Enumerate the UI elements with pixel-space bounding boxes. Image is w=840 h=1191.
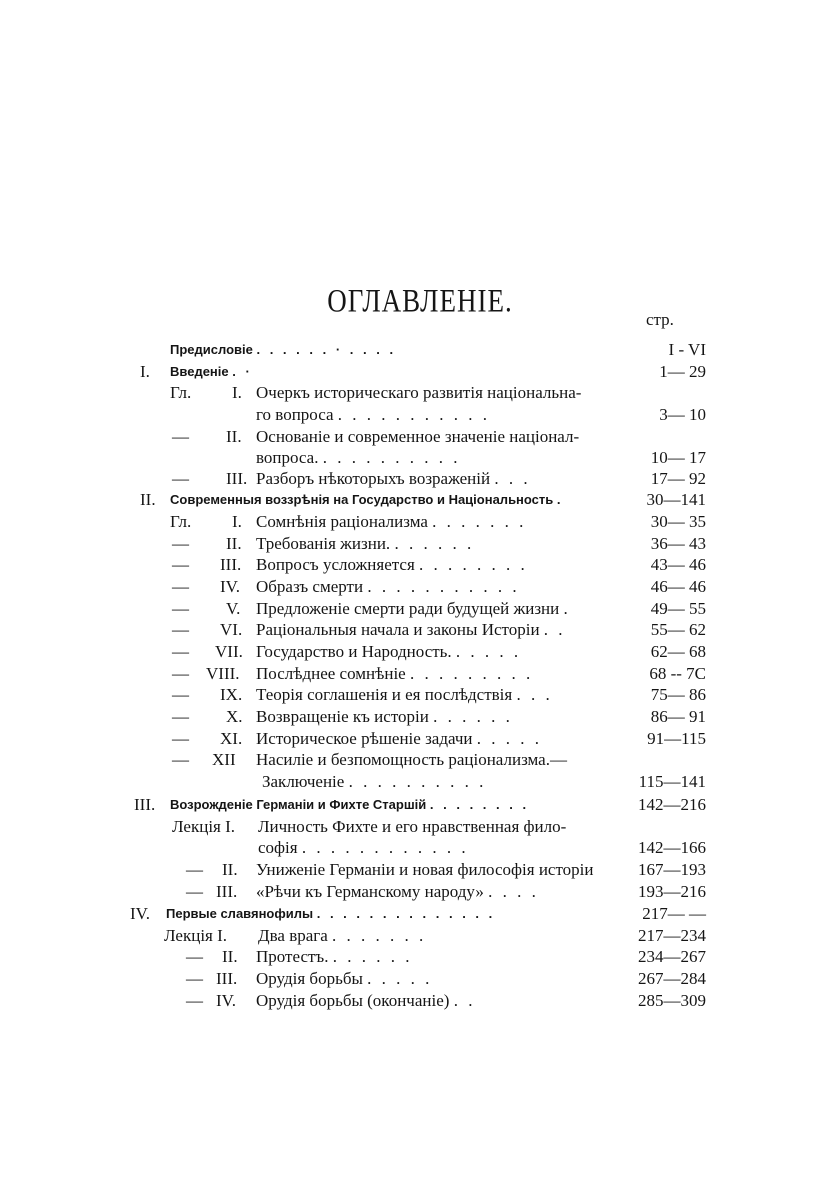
toc-entry xyxy=(0,881,840,903)
dot-leader: . . . . . . xyxy=(332,947,413,966)
chapter-number: VII. xyxy=(215,642,243,661)
entry-title-group xyxy=(256,404,622,426)
dot-leader: . . . xyxy=(494,469,531,488)
chapter-marker: — xyxy=(172,707,189,726)
page-range: 75— 86 xyxy=(650,685,706,704)
page-range: 10— 17 xyxy=(650,448,706,467)
entry-title: Теорія соглашенія и ея послѣдствія xyxy=(256,685,513,704)
page-range: 115—141 xyxy=(638,772,706,791)
chapter-number: XII xyxy=(212,750,236,769)
toc-entry xyxy=(0,990,840,1012)
toc-entry xyxy=(0,925,840,947)
dot-leader: . . . . . xyxy=(455,642,522,661)
entry-title-group xyxy=(170,794,622,816)
entry-title-group xyxy=(256,749,622,771)
entry-title-group xyxy=(256,706,622,728)
chapter-marker: — xyxy=(172,534,189,553)
entry-title: Раціональныя начала и законы Исторіи xyxy=(256,620,540,639)
entry-title: Униженіе Германіи и новая философія исторіи xyxy=(256,860,594,879)
entry-title: Протестъ. xyxy=(256,947,329,966)
entry-title-group xyxy=(166,903,622,925)
toc-entry xyxy=(0,771,840,793)
dot-leader: . . . . . . . xyxy=(332,926,427,945)
chapter-number: XI. xyxy=(220,729,243,748)
entry-title-group xyxy=(170,489,622,511)
page-range: 267—284 xyxy=(638,969,706,988)
dot-leader: . . xyxy=(453,991,476,1010)
toc-entry xyxy=(0,361,840,383)
entry-title: Орудія борьбы (окончаніе) xyxy=(256,991,450,1010)
dot-leader: . . . . . . . . . . . . xyxy=(301,838,469,857)
chapter-number: III. xyxy=(216,969,238,988)
chapter-marker: — xyxy=(172,729,189,748)
page-range: 3— 10 xyxy=(659,405,706,424)
dot-leader: . . . . . . . . . . xyxy=(348,772,487,791)
entry-title: Насиліе и безпомощность раціонализма.— xyxy=(256,750,567,769)
chapter-marker: — xyxy=(172,427,189,446)
toc-entry xyxy=(0,903,840,925)
dot-leader: . . . . . . . xyxy=(432,512,527,531)
toc-entry xyxy=(0,576,840,598)
entry-title-group xyxy=(170,361,622,383)
page-range: 91—115 xyxy=(647,729,706,748)
chapter-marker: — xyxy=(186,991,203,1010)
dot-leader: . . . . . . xyxy=(394,534,475,553)
page-range: 46— 46 xyxy=(650,577,706,596)
entry-title-group xyxy=(256,382,622,404)
chapter-marker: — xyxy=(172,664,189,683)
entry-title-group xyxy=(256,554,622,576)
page-range: 43— 46 xyxy=(650,555,706,574)
entry-title-group xyxy=(256,946,622,968)
chapter-number: V. xyxy=(226,599,241,618)
entry-title: Государство и Народность. xyxy=(256,642,452,661)
entry-title: Предложеніе смерти ради будущей жизни xyxy=(256,599,560,618)
chapter-marker: Лекція I. xyxy=(172,817,236,836)
toc-entry xyxy=(0,426,840,448)
entry-title-group xyxy=(256,663,622,685)
toc-entry xyxy=(0,859,840,881)
toc-entry xyxy=(0,684,840,706)
chapter-number: IV. xyxy=(216,991,236,1010)
toc-entry xyxy=(0,404,840,426)
dot-leader: . . . . . . . . xyxy=(419,555,528,574)
page-range: 68 -- 7C xyxy=(649,664,706,683)
chapter-number: III. xyxy=(226,469,248,488)
page-range: 167—193 xyxy=(638,860,706,879)
chapter-number: II. xyxy=(226,427,242,446)
page-range: I - VI xyxy=(668,340,706,359)
toc-entry xyxy=(0,489,840,511)
page-range: 142—216 xyxy=(638,795,706,814)
chapter-number: III. xyxy=(220,555,242,574)
chapter-number: VI. xyxy=(220,620,243,639)
dot-leader: . . . . xyxy=(488,882,539,901)
toc-entry xyxy=(0,794,840,816)
section-number: III. xyxy=(134,795,156,814)
toc-entry xyxy=(0,554,840,576)
page-range: 62— 68 xyxy=(650,642,706,661)
toc-entry xyxy=(0,619,840,641)
chapter-number: VIII. xyxy=(206,664,240,683)
entry-title: Два врага xyxy=(258,926,328,945)
chapter-number: II. xyxy=(226,534,242,553)
entry-title: «Рѣчи къ Германскому народу» xyxy=(256,882,484,901)
dot-leader: . · xyxy=(232,364,253,379)
entry-title-group xyxy=(258,925,622,947)
dot-leader: . . xyxy=(543,620,566,639)
toc-entry xyxy=(0,447,840,469)
entry-title-group xyxy=(256,619,622,641)
chapter-number: IV. xyxy=(220,577,240,596)
toc-entry xyxy=(0,663,840,685)
entry-title: Образъ смерти xyxy=(256,577,364,596)
entry-title-group xyxy=(256,968,622,990)
entry-title: Предисловіе xyxy=(170,342,253,357)
dot-leader: . . . . . . . . . . . xyxy=(367,577,520,596)
toc-entry xyxy=(0,382,840,404)
dot-leader: . . . xyxy=(516,685,553,704)
chapter-number: II. xyxy=(222,947,238,966)
page-range: 30— 35 xyxy=(650,512,706,531)
page-range: 49— 55 xyxy=(650,599,706,618)
dot-leader: . . . . . . xyxy=(433,707,513,726)
entry-title: Личность Фихте и его нравственная фило- xyxy=(258,817,567,836)
entry-title-group xyxy=(256,728,622,750)
chapter-marker: — xyxy=(172,685,189,704)
chapter-marker: — xyxy=(172,555,189,574)
entry-title-group xyxy=(256,990,622,1012)
chapter-marker: — xyxy=(186,860,203,879)
toc-entry xyxy=(0,598,840,620)
entry-title-group xyxy=(256,859,622,881)
toc-entry xyxy=(0,641,840,663)
dot-leader: . . . . . xyxy=(476,729,542,748)
entry-title-group xyxy=(256,598,622,620)
chapter-number: X. xyxy=(226,707,243,726)
entry-title: Введеніе xyxy=(170,364,229,379)
entry-title: софія xyxy=(258,838,298,857)
chapter-number: IX. xyxy=(220,685,243,704)
chapter-marker: — xyxy=(172,642,189,661)
chapter-marker: Гл. xyxy=(170,383,192,402)
page-range: 142—166 xyxy=(638,838,706,857)
entry-title: Первые славянофилы xyxy=(166,906,314,921)
chapter-marker: — xyxy=(172,599,189,618)
dot-leader: . . . . . . . . . xyxy=(409,664,534,683)
entry-title: вопроса. xyxy=(256,448,319,467)
entry-title-group xyxy=(258,837,622,859)
dot-leader: . . . . . . . . xyxy=(429,797,530,812)
page-title: ОГЛАВЛЕНІЕ. xyxy=(327,282,513,319)
page-range: 30—141 xyxy=(646,490,706,509)
entry-title-group xyxy=(256,881,622,903)
section-number: I. xyxy=(140,362,150,381)
dot-leader: . . . . . . · . . . . xyxy=(256,342,397,357)
toc-entry xyxy=(0,533,840,555)
dot-leader: . . . . . . . . . . xyxy=(322,448,461,467)
entry-title-group xyxy=(256,576,622,598)
entry-title-group xyxy=(256,511,622,533)
page-range: 1— 29 xyxy=(659,362,706,381)
chapter-number: II. xyxy=(222,860,238,879)
entry-title-group xyxy=(256,468,622,490)
entry-title: Основаніе и современное значеніе націонал- xyxy=(256,427,580,446)
chapter-marker: — xyxy=(186,947,203,966)
page-range: 17— 92 xyxy=(650,469,706,488)
toc-entry xyxy=(0,837,840,859)
chapter-number: III. xyxy=(216,882,238,901)
dot-leader: . . . . . xyxy=(367,969,433,988)
chapter-marker: Гл. xyxy=(170,512,192,531)
entry-title: Сомнѣнія раціонализма xyxy=(256,512,428,531)
chapter-number: I. xyxy=(232,512,242,531)
toc-entry xyxy=(0,339,840,361)
chapter-marker: — xyxy=(172,469,189,488)
page-range: 86— 91 xyxy=(650,707,706,726)
entry-title: Вопросъ усложняется xyxy=(256,555,415,574)
entry-title: Разборъ нѣкоторыхъ возраженій xyxy=(256,469,491,488)
entry-title: Историческое рѣшеніе задачи xyxy=(256,729,473,748)
entry-title: Возрожденіе Германіи и Фихте Старшій xyxy=(170,797,427,812)
dot-leader: . . . . . . . . . . . xyxy=(337,405,491,424)
entry-title: Возвращеніе къ исторіи xyxy=(256,707,429,726)
entry-title: Заключеніе xyxy=(262,772,345,791)
section-number: II. xyxy=(140,490,156,509)
chapter-number: I. xyxy=(232,383,242,402)
chapter-marker: — xyxy=(172,620,189,639)
toc-entry xyxy=(0,706,840,728)
entry-title-group xyxy=(256,641,622,663)
entry-title-group xyxy=(258,816,622,838)
page-column-heading: стр. xyxy=(646,310,674,329)
entry-title: Орудія борьбы xyxy=(256,969,363,988)
chapter-marker: Лекція I. xyxy=(164,926,228,945)
page-range: 234—267 xyxy=(638,947,706,966)
page-range: 217—234 xyxy=(638,926,706,945)
entry-title: Послѣднее сомнѣніе xyxy=(256,664,406,683)
page-range: 285—309 xyxy=(638,991,706,1010)
dot-leader: . . . . . . . . . . . . . . xyxy=(316,906,496,921)
toc-entry xyxy=(0,946,840,968)
chapter-marker: — xyxy=(172,750,189,769)
entry-title-group xyxy=(256,426,622,448)
entry-title: Требованія жизни. xyxy=(256,534,391,553)
entry-title-group xyxy=(170,339,622,361)
page-range: 217— — xyxy=(642,904,706,923)
toc-entry xyxy=(0,728,840,750)
entry-title: Очеркъ историческаго развитія національна- xyxy=(256,383,582,402)
chapter-marker: — xyxy=(172,577,189,596)
toc-entry xyxy=(0,749,840,771)
dot-leader: . xyxy=(556,492,564,507)
chapter-marker: — xyxy=(186,969,203,988)
page-range: 36— 43 xyxy=(650,534,706,553)
chapter-marker: — xyxy=(186,882,203,901)
toc-entry xyxy=(0,468,840,490)
entry-title: Современныя воззрѣнія на Государство и Національность xyxy=(170,492,554,507)
entry-title-group xyxy=(256,533,622,555)
entry-title-group xyxy=(262,771,622,793)
toc-entry xyxy=(0,816,840,838)
entry-title-group xyxy=(256,447,622,469)
dot-leader: . xyxy=(563,599,571,618)
toc-entry xyxy=(0,968,840,990)
page-range: 55— 62 xyxy=(650,620,706,639)
entry-title-group xyxy=(256,684,622,706)
section-number: IV. xyxy=(130,904,150,923)
toc-entry xyxy=(0,511,840,533)
entry-title: го вопроса xyxy=(256,405,334,424)
page-range: 193—216 xyxy=(638,882,706,901)
